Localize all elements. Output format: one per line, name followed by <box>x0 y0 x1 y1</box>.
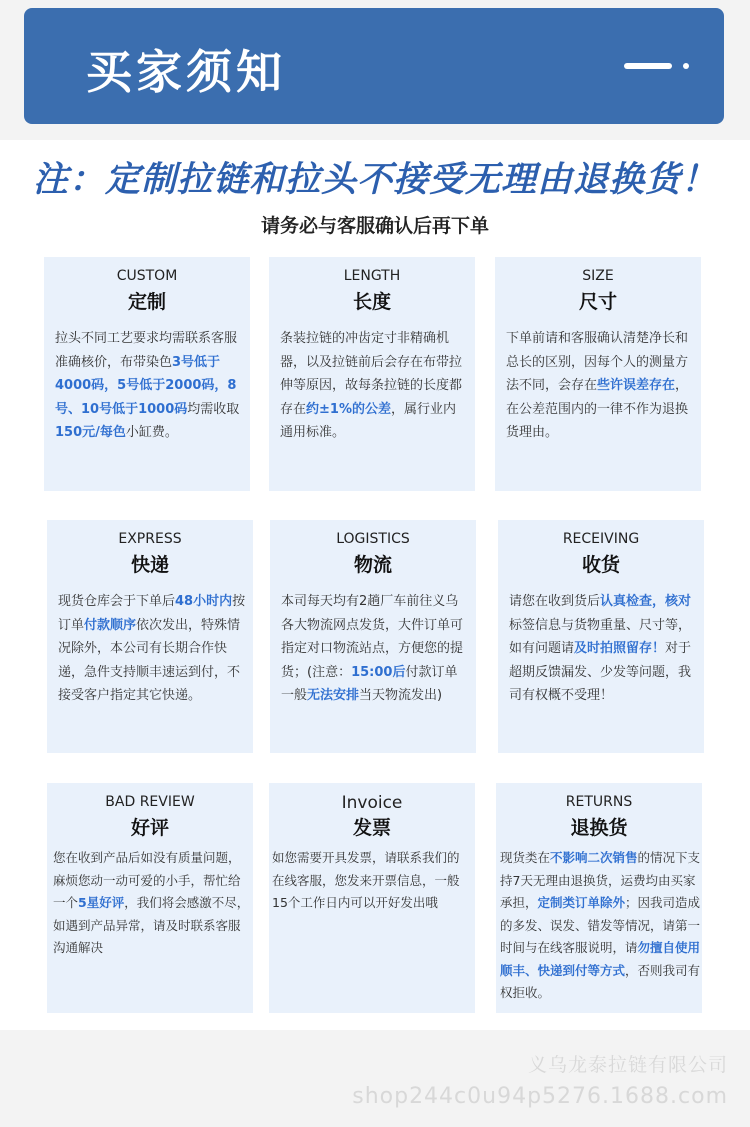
card-body <box>53 847 251 960</box>
body-text: 下单前请和客服确认清楚净长和总长的区别，因每个人的测量方法不同，会存在 <box>506 331 689 393</box>
header-banner <box>24 8 724 124</box>
card-body <box>272 847 470 915</box>
card-express <box>47 520 253 753</box>
body-text: ，否则我司有权拒收。 <box>500 962 701 1000</box>
body-text: ，在公差范围内的一律不作为退换货理由。 <box>506 378 689 440</box>
card-title-en: BAD REVIEW <box>105 794 195 810</box>
card-logistics <box>270 520 476 753</box>
body-highlight: 认真检查，核对 <box>600 594 692 609</box>
banner-dot-decoration <box>683 63 689 69</box>
body-text: 请您在收到货后 <box>509 594 601 609</box>
card-custom <box>44 257 250 491</box>
body-text: 均需收取 <box>187 401 240 417</box>
card-body <box>55 327 243 445</box>
card-returns <box>496 783 702 1013</box>
body-text: 的情况下支持7天无理由退换货，运费均由买家承担， <box>500 850 701 910</box>
card-body <box>58 590 246 708</box>
body-highlight: 150元/每色 <box>55 425 126 440</box>
card-length <box>269 257 475 491</box>
card-title-zh: 尺寸 <box>578 291 617 313</box>
body-highlight: 勿擅自使用顺丰、快递到付等方式 <box>500 940 701 978</box>
card-title-zh: 定制 <box>127 291 166 313</box>
body-text: 当天物流发出) <box>359 688 443 703</box>
main-panel <box>0 140 750 1030</box>
card-size <box>495 257 701 491</box>
notice-headline: 注：定制拉链和拉头不接受无理由退换货！ <box>32 160 717 200</box>
body-text: 对于超期反馈漏发、少发等问题，我司有权概不受理！ <box>509 641 692 703</box>
card-body <box>281 590 469 708</box>
card-title-en: RECEIVING <box>562 531 640 547</box>
card-title-en: EXPRESS <box>118 531 182 547</box>
card-title-en: LOGISTICS <box>336 531 410 547</box>
body-text: 付款订单一般 <box>281 664 458 703</box>
body-text: 本司每天均有2趟厂车前往义乌各大物流网点发货，大件订单可指定对口物流站点，方便您的提货；(注意： <box>281 594 464 680</box>
body-text: 如您需要开具发票，请联系我们的在线客服，您发来开票信息，一般15个工作日内可以开好发出哦 <box>272 850 460 910</box>
card-title-en: CUSTOM <box>116 268 178 284</box>
watermark-company: 义乌龙泰拉链有限公司 <box>527 1054 728 1076</box>
body-text: ；因我司造成的多发、误发、错发等情况，请第一时间与在线客服说明，请 <box>500 895 701 955</box>
body-highlight: 48小时内 <box>175 594 233 609</box>
body-highlight: 约±1%的公差 <box>306 401 391 417</box>
body-text: ，我们将会感激不尽，如遇到产品异常，请及时联系客服沟通解决 <box>53 895 250 955</box>
body-highlight: 3号低于4000码，5号低于2000码，8号、10号低于1000码 <box>55 354 237 417</box>
body-text: 您在收到产品后如没有质量问题，麻烦您动一动可爱的小手，帮忙给一个 <box>53 850 241 910</box>
card-title-zh: 好评 <box>130 817 169 839</box>
body-text: 现货类在 <box>500 850 551 865</box>
card-body <box>280 327 468 445</box>
card-body <box>500 847 702 1005</box>
card-receiving <box>498 520 704 753</box>
body-text: 按订单 <box>58 594 246 633</box>
notice-subtitle: 请务必与客服确认后再下单 <box>260 215 489 237</box>
card-title-en: LENGTH <box>343 268 401 284</box>
body-text: 小缸费。 <box>125 425 178 440</box>
watermark-url: shop244c0u94p5276.1688.com <box>352 1084 728 1109</box>
body-highlight: 些许误差存在 <box>597 378 676 393</box>
card-bad-review <box>47 783 253 1013</box>
body-text: 依次发出，特殊情况除外，本公司有长期合作快递，急件支持顺丰速运到付，不接受客户指定其它快递。 <box>58 617 241 703</box>
card-title-en: SIZE <box>582 268 614 284</box>
card-title-zh: 长度 <box>352 291 391 313</box>
card-body <box>509 590 697 708</box>
body-highlight: 及时拍照留存！ <box>574 641 666 656</box>
body-highlight: 付款顺序 <box>84 617 137 633</box>
body-highlight: 无法安排 <box>307 688 360 703</box>
body-highlight: 5星好评 <box>78 895 125 910</box>
body-text: 标签信息与货物重量、尺寸等，如有问题请 <box>509 617 692 656</box>
card-title-en: RETURNS <box>565 794 633 810</box>
body-text: 拉头不同工艺要求均需联系客服准确核价，布带染色 <box>55 331 238 370</box>
banner-title: 买家须知 <box>86 45 286 99</box>
body-text: ，属行业内通用标准。 <box>280 401 456 440</box>
body-text: 条装拉链的冲齿定寸非精确机器，以及拉链前后会存在布带拉伸等原因，故每条拉链的长度都存在 <box>280 331 463 417</box>
card-title-zh: 快递 <box>130 554 169 576</box>
card-title-en: Invoice <box>341 793 403 813</box>
body-highlight: 15:00后 <box>351 664 406 680</box>
body-highlight: 不影响二次销售 <box>550 850 638 865</box>
card-invoice <box>269 783 475 1013</box>
body-text: 现货仓库会于下单后 <box>58 594 176 609</box>
banner-dash-decoration <box>624 63 672 69</box>
card-title-zh: 退换货 <box>570 817 628 839</box>
card-title-zh: 收货 <box>581 554 620 576</box>
card-title-zh: 发票 <box>352 817 391 839</box>
card-title-zh: 物流 <box>353 554 392 576</box>
card-body <box>506 327 694 445</box>
body-highlight: 定制类订单除外 <box>537 895 626 910</box>
